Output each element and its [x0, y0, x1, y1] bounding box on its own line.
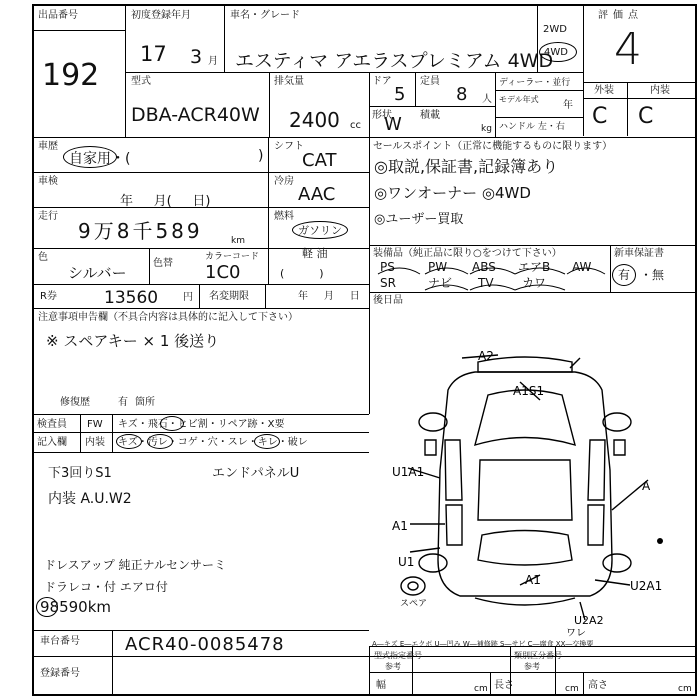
door-label: ドア — [372, 76, 392, 87]
name-change-value: 年 月 日 — [298, 291, 360, 302]
diag-wa: ワレ — [566, 628, 586, 639]
equip-aw: AW — [572, 260, 592, 274]
history-value: 自家用・( — [69, 151, 131, 167]
model-value: DBA-ACR40W — [131, 104, 260, 126]
warranty-no: ・無 — [640, 268, 665, 282]
mileage-unit: km — [231, 236, 245, 246]
sales-line3: ◎ユーザー買取 — [374, 212, 464, 227]
name-change-label: 名変期限 — [209, 291, 249, 302]
r-value: 13560 — [104, 288, 159, 308]
inspector-int-items: キズ・汚レ・コゲ・穴・スレ・キレ・破レ — [118, 437, 308, 448]
grade-value: 4 — [614, 24, 642, 75]
inspector-fw-items: キズ・飛石・ヒビ割・リペア跡・X要 — [118, 419, 285, 430]
shape-value: W — [384, 114, 402, 135]
fuel-label: 燃料 — [274, 211, 294, 222]
r-unit: 円 — [183, 292, 193, 303]
door-value: 5 — [394, 84, 406, 105]
diag-spare: スペア — [400, 599, 428, 609]
color-code-value: 1C0 — [205, 262, 241, 283]
equip-airbag: エアB — [518, 260, 551, 274]
repair-suffix: 箇所 — [135, 397, 155, 408]
int-value: C — [638, 104, 654, 129]
hw-line6: 98590km — [40, 598, 112, 616]
rear-label: 後日品 — [373, 295, 403, 306]
hw-line2: 内装 A.U.W2 — [48, 491, 132, 507]
repair-value: 有 — [118, 397, 128, 408]
inspector-int: 内装 — [85, 437, 105, 448]
height-label: 高さ — [588, 680, 608, 691]
first-reg-label: 初度登録年月 — [131, 10, 191, 21]
load-label: 積載 — [420, 110, 440, 121]
inspection-label: 車検 — [38, 176, 58, 187]
diag-a1-left: A1 — [392, 519, 408, 533]
hw-line4: ドレスアップ 純正ナルセンサーミ — [44, 558, 227, 572]
grade-label: 評価点 — [598, 10, 643, 21]
diag-legend: A―キズ E―エクボ U―凹み W―補修跡 S―サビ C―腐食 XX―交換要 — [372, 640, 594, 648]
equipment-label: 装備品（純正品に限り○をつけて下さい） — [373, 248, 562, 259]
length-cm: cm — [565, 684, 579, 694]
handle-label: ハンドル 左・右 — [499, 122, 565, 132]
sales-label: セールスポイント（正常に機能するものに限ります） — [373, 141, 613, 152]
class-label1: 類別区分番号 — [514, 651, 562, 660]
mileage-value: 9万8千589 — [78, 219, 203, 243]
diag-u1: U1 — [398, 555, 415, 569]
reg-label: 登録番号 — [40, 668, 80, 679]
fuel-paren: ( ) — [280, 267, 324, 280]
ext-value: C — [592, 104, 608, 129]
warranty-label: 新車保証書 — [614, 248, 664, 259]
diag-a1s1: A1S1 — [513, 384, 545, 398]
warranty-yes: 有 — [618, 268, 631, 282]
lot-label: 出品番号 — [38, 10, 78, 21]
model-year-unit: 年 — [563, 100, 573, 111]
notes-label: 注意事項申告欄（不具合内容は具体的に記入して下さい） — [38, 312, 298, 323]
disp-unit: cc — [350, 120, 361, 131]
shift-label: シフト — [274, 141, 304, 152]
sales-line1: ◎取説,保証書,記録簿あり — [374, 157, 559, 176]
load-unit: kg — [481, 124, 492, 134]
r-label: R券 — [40, 291, 57, 302]
equip-ps: PS — [380, 260, 395, 274]
inspector-fw: FW — [87, 419, 103, 430]
color-label: 色 — [38, 252, 48, 263]
car-value: エスティマ アエラスプレミアム 4WD — [235, 50, 554, 72]
lot-number: 192 — [42, 58, 100, 93]
color-value: シルバー — [68, 264, 127, 282]
class-label2: 参考 — [524, 662, 540, 671]
inspector-label1: 検査員 — [37, 419, 67, 430]
equip-leather: カワ — [522, 276, 547, 290]
equip-tv: TV — [478, 276, 494, 290]
notes-value: ※ スペアキー × 1 後送り — [46, 332, 220, 350]
diag-a2-top: A2 — [478, 349, 494, 363]
ac-value: AAC — [298, 184, 336, 205]
disp-label: 排気量 — [274, 76, 304, 87]
drive-4wd: 4WD — [544, 47, 568, 58]
color-change-label: 色替 — [153, 258, 173, 269]
shift-value: CAT — [302, 150, 337, 171]
repair-label: 修復歴 — [60, 397, 90, 408]
month-value: 3 — [190, 46, 203, 68]
drive-2wd: 2WD — [543, 24, 567, 35]
fuel-light: 軽 油 — [302, 247, 328, 260]
history-close: ) — [258, 148, 264, 164]
equip-navi: ナビ — [428, 276, 453, 290]
diag-a1-bottom: A1 — [525, 573, 541, 587]
inspector-label2: 記入欄 — [37, 437, 67, 448]
equip-pw: PW — [428, 260, 448, 274]
equip-abs: ABS — [472, 260, 496, 274]
chassis-value: ACR40-0085478 — [125, 634, 285, 655]
int-label: 内装 — [650, 85, 670, 96]
hw-line3: エンドパネルU — [212, 466, 300, 481]
diag-u2a1: U2A1 — [630, 579, 663, 593]
shape-label: 形状 — [372, 110, 392, 121]
history-label: 車歴 — [38, 141, 58, 152]
dealer-label: ディーラー・並行 — [499, 78, 571, 88]
fuel-gas: ガソリン — [298, 224, 342, 237]
model-year-label: モデル年式 — [499, 95, 539, 104]
model-label: 型式 — [131, 76, 151, 87]
ext-label: 外装 — [594, 85, 614, 96]
equip-sr: SR — [380, 276, 396, 290]
height-cm: cm — [678, 684, 692, 694]
type-label2: 参考 — [385, 662, 401, 671]
length-label: 長さ — [494, 680, 514, 691]
diag-u2a2: U2A2 — [574, 614, 604, 627]
sales-line2: ◎ワンオーナー ◎4WD — [374, 184, 531, 202]
hw-line1: 下3回りS1 — [48, 466, 112, 481]
disp-value: 2400 — [289, 108, 340, 132]
capacity-value: 8 — [456, 84, 468, 105]
diag-a-right: A — [642, 479, 651, 493]
chassis-label: 車台番号 — [40, 636, 80, 647]
inspection-value: 年 月( 日) — [120, 194, 211, 209]
width-cm: cm — [474, 684, 488, 694]
year-value: 17 — [140, 42, 167, 66]
color-code-label: カラーコード — [205, 252, 260, 262]
capacity-label: 定員 — [420, 76, 440, 87]
hw-line5: ドラレコ・付 エアロ付 — [44, 580, 168, 594]
ac-label: 冷房 — [274, 176, 294, 187]
mileage-label: 走行 — [38, 211, 58, 222]
month-unit: 月 — [208, 56, 218, 67]
capacity-unit: 人 — [482, 94, 492, 105]
car-label: 車名・グレード — [230, 10, 300, 21]
diag-u1a1: U1A1 — [392, 465, 425, 479]
type-label1: 型式指定番号 — [374, 651, 422, 660]
width-label: 幅 — [376, 680, 386, 691]
